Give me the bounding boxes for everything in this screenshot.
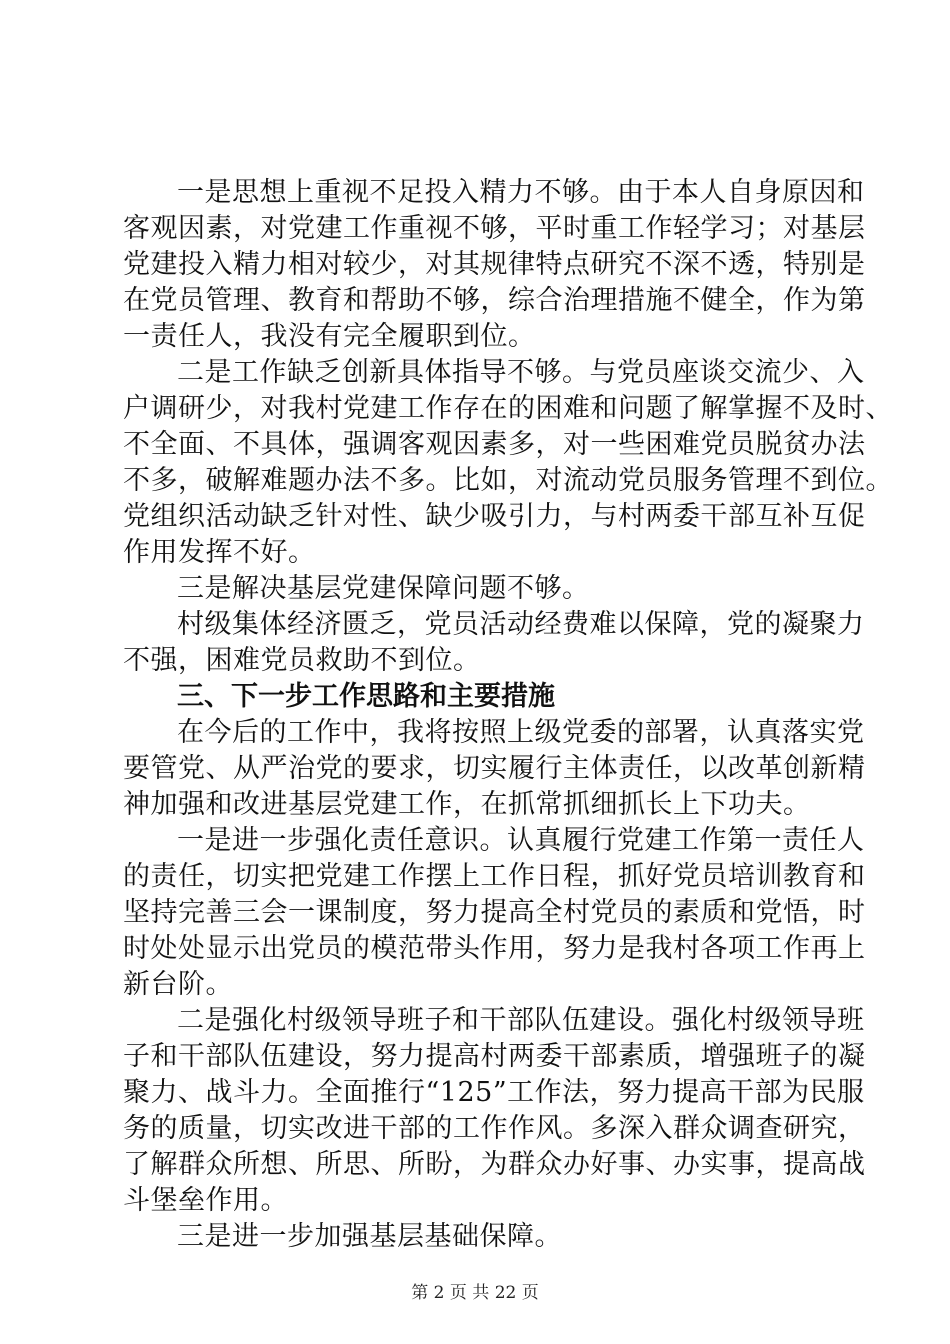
paragraph-line: 时处处显示出党员的模范带头作用，努力是我村各项工作再上 [123, 933, 866, 964]
paragraph-line: 客观因素，对党建工作重视不够，平时重工作轻学习；对基层 [123, 213, 866, 244]
paragraph-line: 新台阶。 [123, 969, 233, 1000]
paragraph-line: 一责任人，我没有完全履职到位。 [123, 321, 536, 352]
section-heading: 三、下一步工作思路和主要措施 [177, 681, 555, 712]
paragraph-line: 党组织活动缺乏针对性、缺少吸引力，与村两委干部互补互促 [123, 501, 866, 532]
paragraph-line: 务的质量，切实改进干部的工作作风。多深入群众调查研究， [123, 1113, 866, 1144]
paragraph-line: 在党员管理、教育和帮助不够，综合治理措施不健全，作为第 [123, 285, 866, 316]
paragraph-line: 一是进一步强化责任意识。认真履行党建工作第一责任人 [177, 825, 865, 856]
paragraph-line: 神加强和改进基层党建工作，在抓常抓细抓长上下功夫。 [123, 789, 811, 820]
paragraph-line: 二是工作缺乏创新具体指导不够。与党员座谈交流少、入 [177, 357, 865, 388]
paragraph-line: 要管党、从严治党的要求，切实履行主体责任，以改革创新精 [123, 753, 866, 784]
paragraph-line: 的责任，切实把党建工作摆上工作日程，抓好党员培训教育和 [123, 861, 866, 892]
page-footer: 第 2 页 共 22 页 [411, 1283, 539, 1303]
paragraph-line: 三是解决基层党建保障问题不够。 [177, 573, 590, 604]
paragraph-line: 户调研少，对我村党建工作存在的困难和问题了解掌握不及时、 [123, 393, 893, 424]
paragraph-line: 了解群众所想、所思、所盼，为群众办好事、办实事，提高战 [123, 1149, 866, 1180]
paragraph-line: 斗堡垒作用。 [123, 1185, 288, 1216]
paragraph-line: 聚力、战斗力。全面推行“125”工作法，努力提高干部为民服 [123, 1077, 865, 1108]
paragraph-line: 坚持完善三会一课制度，努力提高全村党员的素质和党悟，时 [123, 897, 866, 928]
paragraph-line: 一是思想上重视不足投入精力不够。由于本人自身原因和 [177, 177, 865, 208]
paragraph-line: 村级集体经济匮乏，党员活动经费难以保障，党的凝聚力 [177, 609, 865, 640]
paragraph-line: 在今后的工作中，我将按照上级党委的部署，认真落实党 [177, 717, 865, 748]
paragraph-line: 党建投入精力相对较少，对其规律特点研究不深不透，特别是 [123, 249, 866, 280]
paragraph-line: 三是进一步加强基层基础保障。 [177, 1221, 562, 1252]
paragraph-line: 不多，破解难题办法不多。比如，对流动党员服务管理不到位。 [123, 465, 893, 496]
paragraph-line: 子和干部队伍建设，努力提高村两委干部素质，增强班子的凝 [123, 1041, 866, 1072]
paragraph-line: 不强，困难党员救助不到位。 [123, 645, 481, 676]
paragraph-line: 二是强化村级领导班子和干部队伍建设。强化村级领导班 [177, 1005, 865, 1036]
paragraph-line: 不全面、不具体，强调客观因素多，对一些困难党员脱贫办法 [123, 429, 866, 460]
paragraph-line: 作用发挥不好。 [123, 537, 316, 568]
